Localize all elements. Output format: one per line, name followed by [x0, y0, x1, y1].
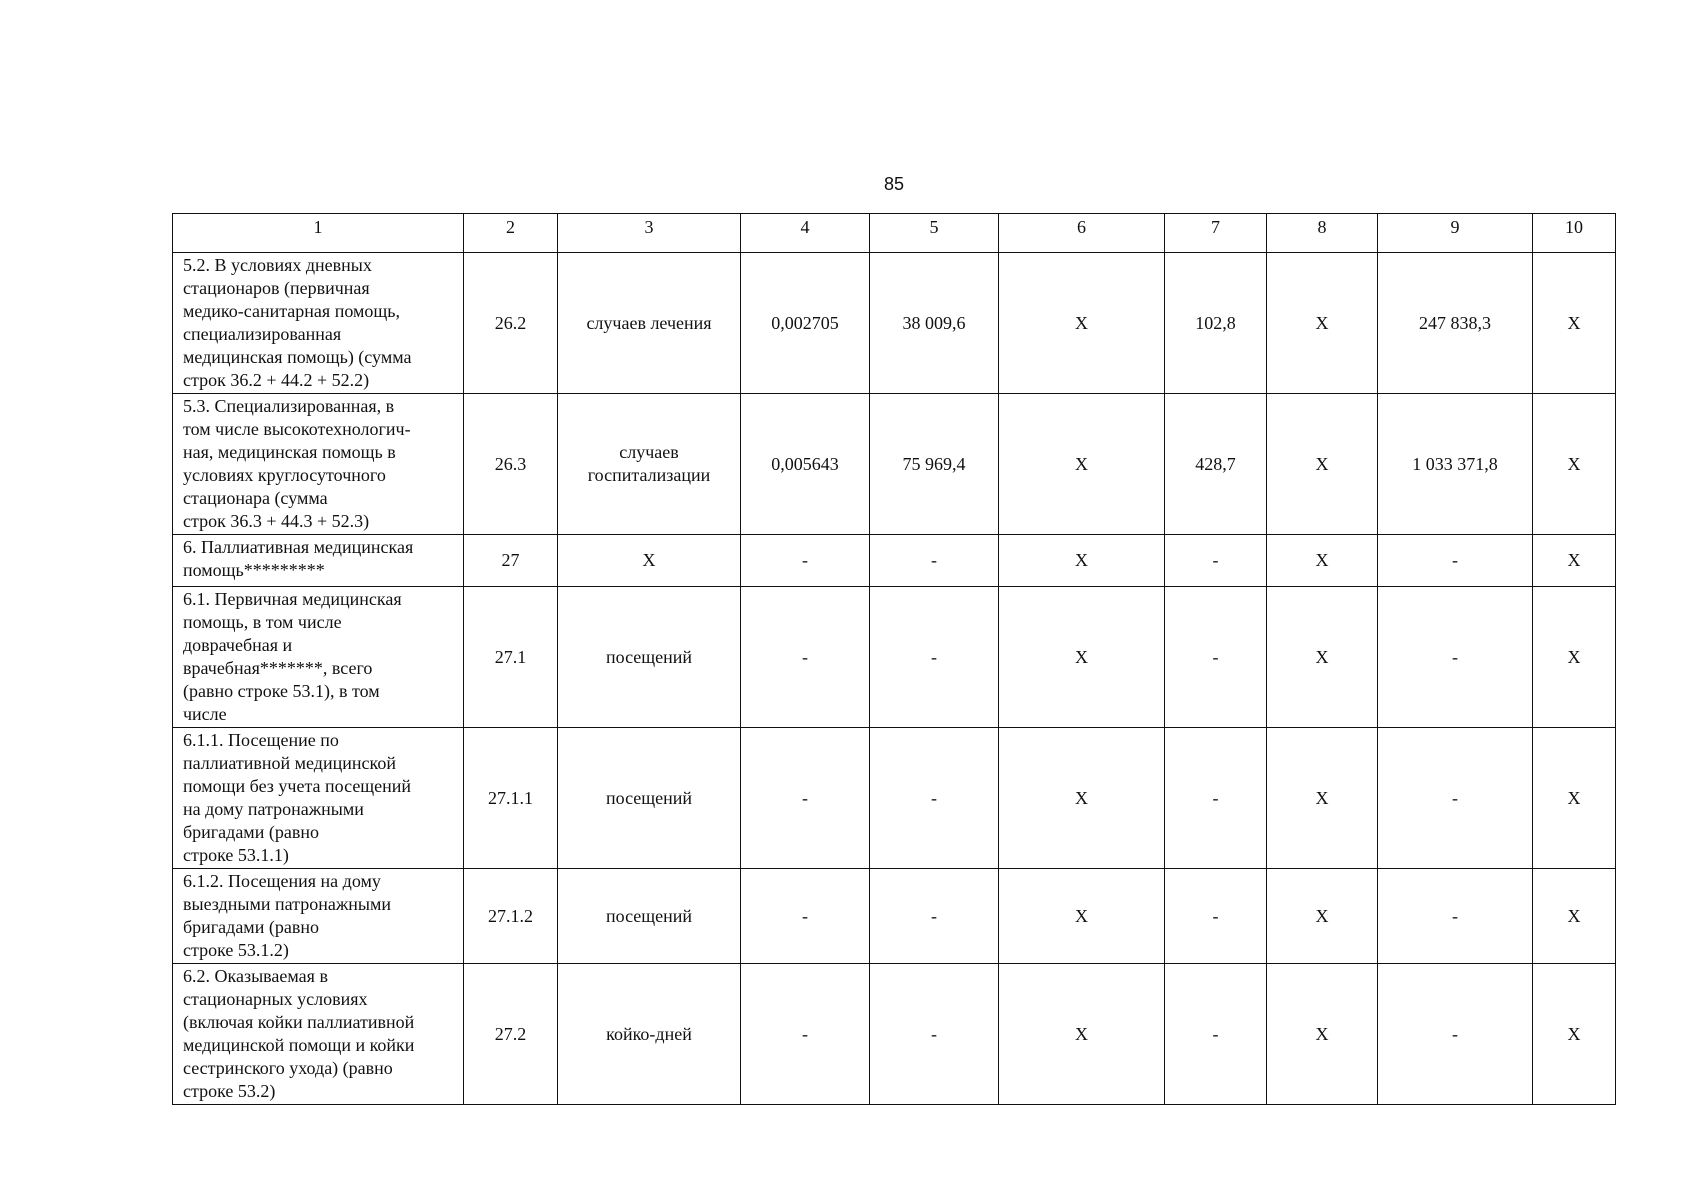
table-cell: Х	[1533, 394, 1616, 535]
row-number: 27.1.2	[464, 869, 558, 964]
row-description	[173, 394, 464, 535]
table-row	[173, 728, 1616, 869]
table-cell: Х	[1267, 964, 1378, 1105]
column-header: 6	[999, 214, 1165, 253]
table-cell: -	[1165, 535, 1267, 587]
table-cell: -	[1165, 587, 1267, 728]
column-header: 2	[464, 214, 558, 253]
table-cell: 0,005643	[741, 394, 870, 535]
table-cell: -	[1165, 869, 1267, 964]
column-header: 9	[1378, 214, 1533, 253]
unit-cell: Х	[558, 535, 741, 587]
unit-cell: посещений	[558, 869, 741, 964]
table-cell: -	[741, 728, 870, 869]
table-cell: Х	[999, 535, 1165, 587]
table-cell: Х	[1267, 253, 1378, 394]
column-header: 7	[1165, 214, 1267, 253]
table-cell: -	[1378, 587, 1533, 728]
table-cell: 0,002705	[741, 253, 870, 394]
table-cell: -	[741, 587, 870, 728]
row-description-text: 5.3. Специализированная, в том числе высокотехнологич- ная, медицинская помощь в условиях круглосуточного стационара (сумма строк 36.3 + 44.3 + 52.3)	[183, 396, 411, 531]
table-cell: -	[741, 964, 870, 1105]
row-number: 26.3	[464, 394, 558, 535]
table-cell: Х	[1267, 535, 1378, 587]
row-description	[173, 728, 464, 869]
table-cell: -	[741, 869, 870, 964]
column-header: 1	[173, 214, 464, 253]
row-description-text: 6.2. Оказываемая в стационарных условиях (включая койки паллиативной медицинской помощи и койки сестринского ухода) (равно строке 53.2)	[183, 966, 415, 1101]
row-description	[173, 869, 464, 964]
table-cell: Х	[1267, 394, 1378, 535]
table-cell: Х	[1533, 728, 1616, 869]
table-cell: -	[870, 869, 999, 964]
table-row	[173, 587, 1616, 728]
data-table	[172, 213, 1616, 1105]
row-description-text: 6.1.1. Посещение по паллиативной медицинской помощи без учета посещений на дому патронажными бригадами (равно строке 53.1.1)	[183, 730, 412, 865]
column-header: 3	[558, 214, 741, 253]
row-description-text: 6.1. Первичная медицинская помощь, в том числе доврачебная и врачебная*******, всего (равно строке 53.1), в том числе	[183, 589, 402, 724]
table-cell: -	[870, 964, 999, 1105]
column-header: 8	[1267, 214, 1378, 253]
table-cell: -	[1165, 964, 1267, 1105]
row-number: 27.1	[464, 587, 558, 728]
row-description-text: 6.1.2. Посещения на дому выездными патронажными бригадами (равно строке 53.1.2)	[183, 871, 392, 960]
table-cell: Х	[1267, 869, 1378, 964]
column-header: 5	[870, 214, 999, 253]
table-row	[173, 394, 1616, 535]
table-cell: Х	[999, 964, 1165, 1105]
table-cell: Х	[999, 869, 1165, 964]
unit-cell: посещений	[558, 587, 741, 728]
table-cell: -	[1378, 869, 1533, 964]
table-cell: 102,8	[1165, 253, 1267, 394]
unit-cell: случаев лечения	[558, 253, 741, 394]
table-cell: 247 838,3	[1378, 253, 1533, 394]
table-cell: Х	[1533, 253, 1616, 394]
column-header: 10	[1533, 214, 1616, 253]
page-number: 85	[883, 174, 905, 194]
table-cell: -	[870, 535, 999, 587]
table-cell: -	[1378, 535, 1533, 587]
table-cell: Х	[999, 253, 1165, 394]
table-cell: -	[870, 587, 999, 728]
table-row	[173, 869, 1616, 964]
row-number: 27	[464, 535, 558, 587]
table-cell: Х	[1267, 587, 1378, 728]
table-cell: -	[741, 535, 870, 587]
table-cell: Х	[999, 728, 1165, 869]
row-description	[173, 964, 464, 1105]
unit-cell: посещений	[558, 728, 741, 869]
table-cell: Х	[1533, 964, 1616, 1105]
table-cell: Х	[1533, 535, 1616, 587]
table-cell: -	[870, 728, 999, 869]
row-description	[173, 535, 464, 587]
table-row	[173, 253, 1616, 394]
unit-cell: случаев госпитализации	[558, 394, 741, 535]
table-cell: 38 009,6	[870, 253, 999, 394]
table-cell: Х	[1267, 728, 1378, 869]
column-header: 4	[741, 214, 870, 253]
table-cell: Х	[999, 587, 1165, 728]
table-cell: Х	[1533, 869, 1616, 964]
table-row	[173, 964, 1616, 1105]
row-description	[173, 587, 464, 728]
table-cell: 428,7	[1165, 394, 1267, 535]
table-cell: -	[1378, 964, 1533, 1105]
table-cell: 75 969,4	[870, 394, 999, 535]
row-number: 26.2	[464, 253, 558, 394]
table-cell: -	[1165, 728, 1267, 869]
table-cell: -	[1378, 728, 1533, 869]
row-number: 27.1.1	[464, 728, 558, 869]
row-description	[173, 253, 464, 394]
row-description-text: 6. Паллиативная медицинская помощь*********	[183, 537, 414, 580]
header-row	[173, 214, 1616, 253]
table-row	[173, 535, 1616, 587]
table-cell: 1 033 371,8	[1378, 394, 1533, 535]
row-description-text: 5.2. В условиях дневных стационаров (первичная медико-санитарная помощь, специализированная медицинская помощь) (сумма строк 36.2 + 44.2 + 52.2)	[183, 255, 412, 390]
table-cell: Х	[1533, 587, 1616, 728]
unit-cell: койко-дней	[558, 964, 741, 1105]
table-cell: Х	[999, 394, 1165, 535]
row-number: 27.2	[464, 964, 558, 1105]
